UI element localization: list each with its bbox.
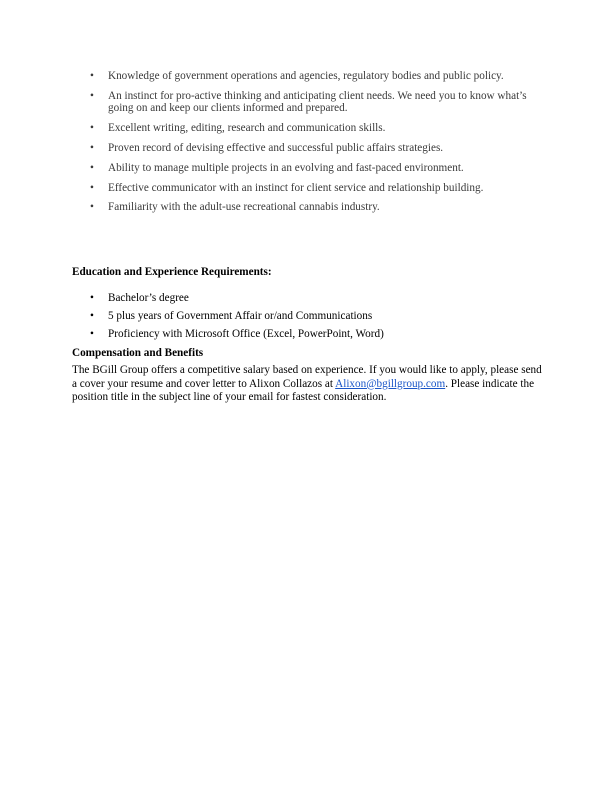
list-item	[90, 142, 540, 155]
qualifications-list	[90, 70, 540, 221]
list-item	[90, 182, 540, 195]
education-text: Bachelor’s degree	[108, 292, 189, 304]
list-item	[90, 162, 540, 175]
bullet-icon: •	[90, 181, 94, 194]
bullet-icon: •	[90, 70, 94, 82]
compensation-text-before: The BGill Group offers a competitive salary based on experience. If you would like to apply, please send a cover your resume and cover letter to Alixon Collazos at	[72, 364, 542, 390]
bullet-icon: •	[90, 161, 94, 174]
education-text: 5 plus years of Government Affair or/and Communications	[108, 309, 373, 322]
qualification-text: Effective communicator with an instinct for client service and relationship building.	[108, 181, 484, 194]
bullet-icon: •	[90, 201, 94, 214]
bullet-icon: •	[90, 292, 94, 304]
bullet-icon: •	[90, 327, 94, 340]
list-item	[90, 122, 540, 135]
education-list	[90, 292, 540, 346]
bullet-icon: •	[90, 89, 94, 102]
email-link[interactable]: Alixon@bgillgroup.com	[335, 377, 446, 390]
compensation-heading: Compensation and Benefits	[72, 347, 204, 359]
qualification-text: An instinct for pro-active thinking and anticipating client needs. We need you to know what’s going on and keep our clients informed and prepared.	[108, 89, 527, 115]
bullet-icon: •	[90, 122, 94, 135]
qualification-text: Proven record of devising effective and successful public affairs strategies.	[108, 141, 444, 154]
qualification-text: Familiarity with the adult-use recreational cannabis industry.	[108, 201, 380, 214]
compensation-text-after: . Please indicate the position title in the subject line of your email for fastest consideration.	[72, 377, 535, 404]
bullet-icon: •	[90, 141, 94, 154]
list-item	[90, 328, 540, 341]
list-item	[90, 310, 540, 323]
bullet-icon: •	[90, 309, 94, 322]
education-heading: Education and Experience Requirements:	[72, 266, 272, 278]
list-item	[90, 292, 540, 305]
list-item	[90, 70, 540, 83]
list-item	[90, 201, 540, 214]
qualification-text: Excellent writing, editing, research and communication skills.	[108, 122, 386, 135]
compensation-paragraph	[72, 364, 544, 405]
qualification-text: Knowledge of government operations and agencies, regulatory bodies and public policy.	[108, 70, 504, 82]
list-item	[90, 90, 540, 115]
qualification-text: Ability to manage multiple projects in an evolving and fast-paced environment.	[108, 161, 464, 174]
education-text: Proficiency with Microsoft Office (Excel, PowerPoint, Word)	[108, 327, 384, 340]
